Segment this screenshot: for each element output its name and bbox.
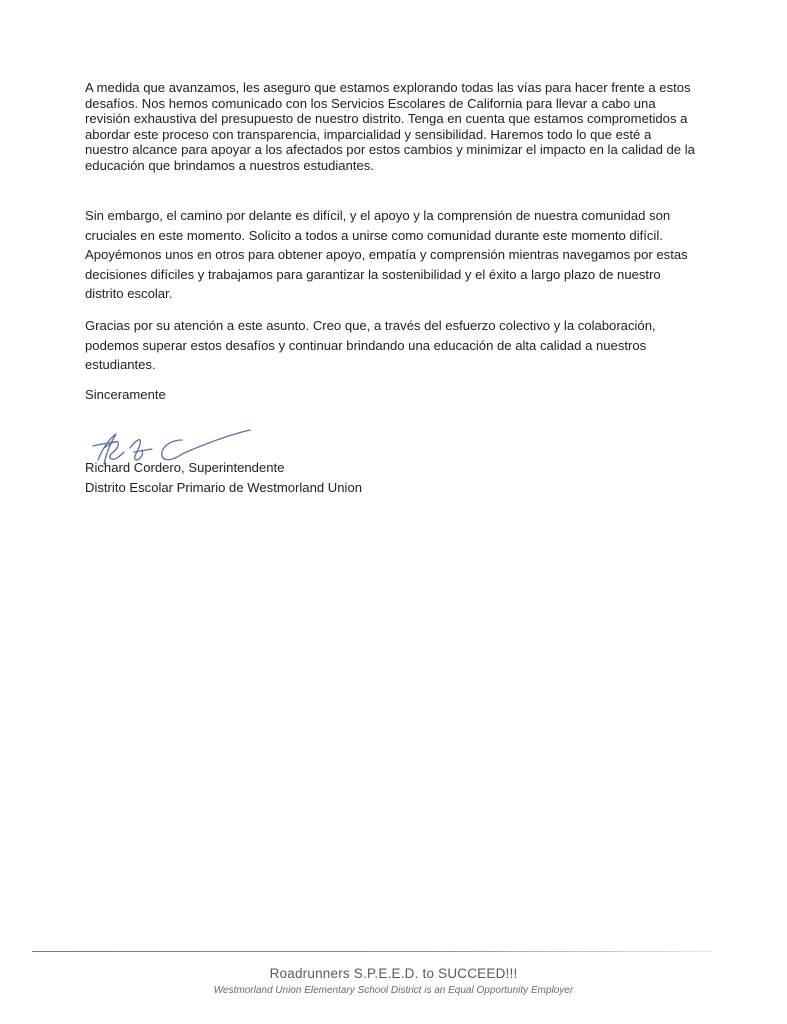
body-paragraph-2: Sin embargo, el camino por delante es difícil, y el apoyo y la comprensión de nuestra comunidad son cruciales en este momento. Solicito a todos a unirse como comunidad durante este momento difícil. Apoyémonos unos en otros para obtener apoyo, empatía y comprensión mientras navegamos por estas decisiones difíciles y trabajamos para garantizar la sostenibilidad y el éxito a largo plazo de nuestro distrito escolar. (85, 208, 688, 302)
signature-strokes (93, 430, 250, 464)
closing-salutation: Sinceramente (85, 387, 166, 402)
footer-divider (32, 951, 712, 952)
body-paragraph-3: Gracias por su atención a este asunto. Creo que, a través del esfuerzo colectivo y la colaboración, podemos superar estos desafíos y continuar brindando una educación de alta calidad a nuestros estudiantes. (85, 318, 656, 373)
footer-equal-opportunity-statement: Westmorland Union Elementary School District is an Equal Opportunity Employer (213, 985, 574, 996)
signer-organization: Distrito Escolar Primario de Westmorland Union (85, 480, 363, 495)
signer-name: Richard Cordero, Superintendente (85, 460, 285, 475)
body-paragraph-1: A medida que avanzamos, les aseguro que estamos explorando todas las vías para hacer frente a estos desafíos. Nos hemos comunicado con los Servicios Escolares de California para llevar a cabo una revisión exhaustiva del presupuesto de nuestro distrito. Tenga en cuenta que estamos comprometidos a abordar este proceso con transparencia, imparcialidad y sensibilidad. Haremos todo lo que esté a nuestro alcance para apoyar a los afectados por estos cambios y minimizar el impacto en la calidad de la educación que brindamos a nuestros estudiantes. (85, 80, 695, 173)
footer-motto: Roadrunners S.P.E.E.D. to SUCCEED!!! (269, 966, 518, 981)
